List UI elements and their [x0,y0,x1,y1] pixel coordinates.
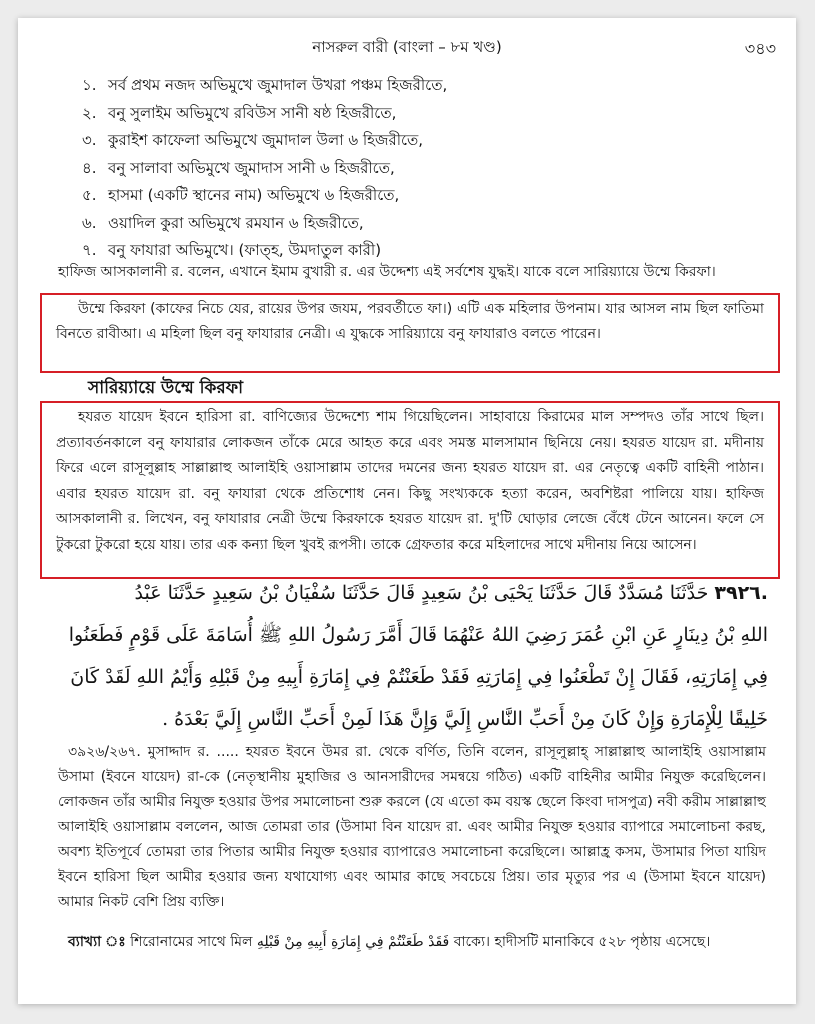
list-item [82,72,772,100]
page-number: ৩৪৩ [744,39,776,58]
list-number: ১. [82,76,97,94]
hafiz-paragraph: হাফিজ আসকালানী র. বলেন, এখানে ইমাম বুখারী র. এর উদ্দেশ্য এই সর্বশেষ যুদ্ধই। যাকে বলে সারিয়্যায়ে উম্মে কিরফা। [58,264,716,280]
explanation-label: ব্যাখ্যা ঃ [68,934,126,950]
list-text: ওয়াদিল কুরা অভিমুখে রমযান ৬ হিজরীতে, [108,213,364,232]
arabic-text: اللهِ بْنُ دِينَارٍ عَنِ ابْنِ عُمَرَ رَضِيَ اللهُ عَنْهُمَا قَالَ أَمَّرَ رَسُولُ اللهِ ﷺ أُسَامَةَ عَلَى قَوْمٍ فَطَعَنُوا [68,624,768,646]
arabic-hadith-line [48,574,768,612]
document-page [18,18,796,1004]
list-text: সর্ব প্রথম নজদ অভিমুখে জুমাদাল উখরা পঞ্চম হিজরীতে, [108,76,448,94]
list-text: বনু ফাযারা অভিমুখে। (ফাত্হ, উমদাতুল কারী) [108,241,382,259]
arabic-hadith-line [48,700,768,738]
explanation-post: বাক্যে। হাদীসটি মানাকিবে ৫২৮ পৃষ্ঠায় এসেছে। [453,934,711,950]
list-text: কুরাইশ কাফেলা অভিমুখে জুমাদাল উলা ৬ হিজরীতে, [108,131,424,149]
list-item [82,155,772,183]
list-item [82,100,772,128]
highlight-box-umm-qirfa [40,293,780,373]
umm-qirfa-note: উম্মে কিরফা (কাফের নিচে যের, রায়ের উপর জযম, পরবর্তীতে ফা।) এটি এক মহিলার উপনাম। যার আসল নাম ছিল ফাতিমা বিনতে রাবীআ। এ মহিলা ছিল বনু ফাযারার নেত্রী। এ যুদ্ধকে সারিয়্যায়ে বনু ফাযারাও বলতে পারেন। [56,301,764,342]
list-number: ৫. [82,186,97,204]
hadith-translation: ৩৯২৬/২৬৭. মুসাদ্দাদ র. ..... হযরত ইবনে উমর রা. থেকে বর্ণিত, তিনি বলেন, রাসূলুল্লাহ্ সাল্লাল্লাহু আলাইহি ওয়াসাল্লাম উসামা (ইবনে যায়েদ) রা-কে (নেতৃস্থানীয় মুহাজির ও আনসারীদের সমন্বয়ে গঠিত) একটি বাহিনীর আমীর নিযুক্ত করেছিলেন। লোকজন তাঁর আমীর নিযুক্ত হওয়ার উপর সমালোচনা শুরু করলে (যে এতো কম বয়স্ক ছেলে কিংবা দাসপুত্র) নবী করীম সাল্লাল্লাহু আলাইহি ওয়াসাল্লাম বললেন, আজ তোমরা তার (উসামা বিন যায়েদ রা. এবং আমীর নিযুক্ত হওয়ার ব্যাপারে সমালোচনা করছ, অবশ্য ইতিপূর্বে তোমরা তার পিতার আমীর নিযুক্ত হওয়ার ব্যাপারেও সমালোচনা করেছিলে। আল্লাহ্র কসম, উসামার পিতা যায়িদ ইবনে হারিসা ছিল আমীর হওয়ার জন্য যথাযোগ্য এবং আমার কাছে সবচেয়ে প্রিয়। তার মৃত্যুর পর এ (উসামা ইবনে যায়েদ) আমার নিকট বেশি প্রিয় ব্যক্তি। [58,744,766,910]
highlight-box-expedition [40,401,780,579]
book-title: নাসরুল বারী (বাংলা – ৮ম খণ্ড) [312,38,502,56]
list-text: বনু সালাবা অভিমুখে জুমাদাস সানী ৬ হিজরীতে, [108,158,395,177]
list-item [82,127,772,155]
arabic-hadith-line [48,616,768,654]
list-number: ২. [82,103,97,122]
list-text: বনু সুলাইম অভিমুখে রবিউস সানী ষষ্ঠ হিজরীতে, [108,103,397,122]
list-item [82,210,772,238]
section-title: সারিয়্যায়ে উম্মে কিরফা [88,378,244,398]
arabic-text: خَلِيقًا لِلْإِمَارَةِ وَإِنْ كَانَ مِنْ أَحَبِّ النَّاسِ إِلَيَّ وَإِنَّ هَذَا لَمِنْ أَحَبِّ النَّاسِ إِلَيَّ بَعْدَهُ . [162,708,768,730]
list-number: ৪. [82,158,97,177]
list-number: ৩. [82,131,97,149]
list-number: ৬. [82,213,97,232]
expedition-list [82,72,772,265]
explanation-pre: শিরোনামের সাথে মিল [130,934,253,950]
list-text: হাসমা (একটি স্থানের নাম) অভিমুখে ৬ হিজরীতে, [108,186,400,204]
expedition-narrative: হযরত যায়েদ ইবনে হারিসা রা. বাণিজ্যের উদ্দেশ্যে শাম গিয়েছিলেন। সাহাবায়ে কিরামের মাল সম্পদও তাঁর সাথে ছিল। প্রত্যাবর্তনকালে বনু ফাযারার লোকজন তাঁকে মেরে আহত করে এবং সমস্ত মালসামান ছিনিয়ে নেয়। হযরত যায়েদ রা. মদীনায় ফিরে এলে রাসূলুল্লাহ সাল্লাল্লাহু আলাইহি ওয়াসাল্লাম তাদের দমনের জন্য হযরত যায়েদ রা. এর নেতৃত্বে একটি বাহিনী পাঠান। এবার হযরত যায়েদ রা. বনু ফাযারা থেকে প্রতিশোধ নেন। কিছু সংখ্যককে হত্যা করেন, অবশিষ্টরা পালিয়ে যায়। হাফিজ আসকালানী র. লিখেন, বনু ফাযারার নেত্রী উম্মে কিরফাকে হযরত যায়েদ রা. দু'টি ঘোড়ার লেজে বেঁধে টেনে আনেন। ফলে সে টুকরো টুকরো হয়ে যায়। তার এক কন্যা ছিল খুবই রূপসী। তাকে গ্রেফতার করে মহিলাদের সাথে মদীনায় নিয়ে আসেন। [56,409,764,553]
page-header [18,32,796,58]
arabic-hadith-line [48,658,768,696]
explanation-arabic: فَقَدْ طَعَنْتُمْ فِي إِمَارَةِ أَبِيهِ مِنْ قَبْلِهِ [256,934,450,950]
arabic-text: فِي إِمَارَتِهِ، فَقَالَ إِنْ تَطْعَنُوا فِي إِمَارَتِهِ فَقَدْ طَعَنْتُمْ فِي إِمَارَةِ أَبِيهِ مِنْ قَبْلِهِ وَأَيْمُ اللهِ لَقَدْ كَانَ [70,666,768,688]
explanation-paragraph [58,930,766,955]
list-number: ৭. [82,241,97,259]
list-item [82,182,772,210]
arabic-text: حَدَّثَنَا مُسَدَّدٌ قَالَ حَدَّثَنَا يَحْيَى بْنُ سَعِيدٍ قَالَ حَدَّثَنَا سُفْيَانُ بْنُ سَعِيدٍ حَدَّثَنَا عَبْدُ [134,582,709,604]
hadith-number: ٣٩٢٦. [714,582,768,604]
